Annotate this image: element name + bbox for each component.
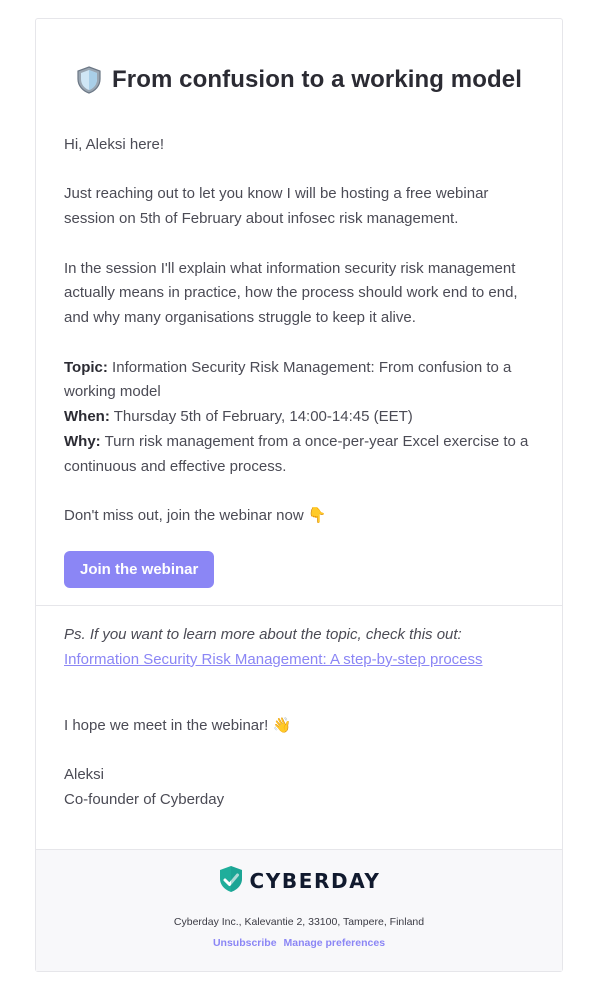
intro-text: Just reaching out to let you know I will be hosting a free webinar session on 5th of February about infosec risk management.: [64, 185, 489, 228]
cyberday-logo-text: CYBERDAY: [249, 869, 381, 893]
when-label: When:: [64, 408, 110, 426]
title-row: [64, 65, 534, 95]
email-footer: [36, 849, 562, 971]
cyberday-logo[interactable]: [36, 867, 562, 895]
cta-text: Don't miss out, join the webinar now 👇: [64, 507, 327, 525]
email-card: [35, 18, 563, 972]
why-value: Turn risk management from a once-per-year Excel exercise to a continuous and effective process.: [64, 432, 529, 475]
why-line: [64, 430, 534, 480]
ps-text: [64, 623, 534, 673]
email-postscript: [36, 623, 562, 813]
unsubscribe-link[interactable]: Unsubscribe: [212, 937, 277, 949]
session-text: In the session I'll explain what information security risk management actually means in practice, how the process should work end to end, and why many organisations struggle to keep it alive.: [64, 259, 518, 327]
ps-article-link[interactable]: Information Security Risk Management: A step-by-step process: [64, 650, 483, 668]
details-block: [64, 356, 534, 480]
when-value: Thursday 5th of February, 14:00-14:45 (EET): [109, 408, 413, 426]
why-label: Why:: [64, 432, 101, 450]
topic-line: [64, 356, 534, 406]
greeting-text: Hi, Aleksi here!: [64, 136, 165, 153]
footer-address: Cyberday Inc., Kalevantie 2, 33100, Tampere, Finland: [173, 916, 425, 928]
shield-icon: [76, 66, 102, 94]
page-title: From confusion to a working model: [112, 66, 522, 93]
topic-label: Topic:: [64, 358, 108, 376]
topic-value: Information Security Risk Management: From confusion to a working model: [64, 358, 512, 401]
closing-hope: I hope we meet in the webinar! 👋: [64, 716, 292, 734]
cyberday-logo-icon: [218, 865, 244, 898]
signature-role: Co-founder of Cyberday: [64, 791, 225, 809]
signature-name: Aleksi: [64, 766, 105, 784]
ps-prefix: Ps. If you want to learn more about the topic, check this out:: [64, 625, 462, 643]
email-content: [36, 65, 562, 588]
when-line: [64, 405, 534, 430]
footer-links: [36, 937, 562, 949]
divider: [36, 605, 562, 606]
join-webinar-button[interactable]: Join the webinar: [64, 551, 214, 588]
manage-preferences-link[interactable]: Manage preferences: [283, 937, 386, 949]
